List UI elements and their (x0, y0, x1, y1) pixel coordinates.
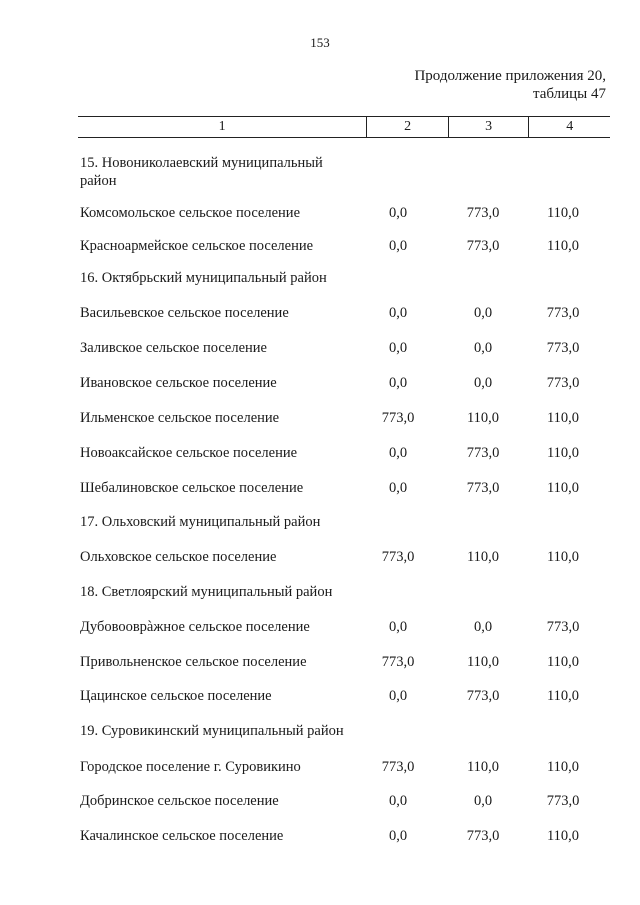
district-name: 19. Суровикинский муниципальный район (80, 723, 344, 739)
table-row (80, 203, 620, 223)
value-col-4: 110,0 (546, 480, 580, 496)
value-col-3: 0,0 (473, 340, 493, 356)
district-heading (80, 582, 620, 602)
value-col-3: 0,0 (473, 793, 493, 809)
settlement-name: Дубовооврàжное сельское поселение (80, 619, 310, 635)
table-header (78, 116, 610, 138)
value-col-2: 0,0 (388, 480, 408, 496)
district-heading (80, 721, 620, 741)
value-col-4: 110,0 (546, 828, 580, 844)
column-header-4: 4 (528, 117, 610, 137)
table-row (80, 338, 620, 358)
value-col-3: 110,0 (466, 549, 500, 565)
settlement-name: Новоаксайское сельское поселение (80, 445, 298, 461)
value-col-2: 0,0 (388, 375, 408, 391)
value-col-3: 110,0 (466, 654, 500, 670)
district-heading (80, 512, 620, 532)
settlement-name: Шебалиновское сельское поселение (80, 480, 304, 496)
district-name: 16. Октябрьский муниципальный район (80, 270, 327, 286)
value-col-2: 0,0 (388, 305, 408, 321)
table-row (80, 791, 620, 811)
district-heading (80, 268, 620, 288)
district-heading-continued (80, 171, 620, 191)
settlement-name: Добринское сельское поселение (80, 793, 279, 809)
value-col-3: 110,0 (466, 410, 500, 426)
value-col-4: 110,0 (546, 205, 580, 221)
value-col-2: 0,0 (388, 619, 408, 635)
settlement-name: Цацинское сельское поселение (80, 688, 272, 704)
table-row (80, 617, 620, 637)
continuation-line-1: Продолжение приложения 20, (414, 68, 606, 84)
settlement-name: Ольховское сельское поселение (80, 549, 277, 565)
district-name: 18. Светлоярский муниципальный район (80, 584, 333, 600)
continuation-note (414, 67, 606, 103)
table-row (80, 652, 620, 672)
value-col-2: 773,0 (381, 654, 415, 670)
district-name-line-1: 15. Новониколаевский муниципальный (80, 155, 323, 171)
value-col-2: 773,0 (381, 759, 415, 775)
value-col-2: 0,0 (388, 238, 408, 254)
column-header-2: 2 (366, 117, 448, 137)
table-row (80, 373, 620, 393)
value-col-2: 773,0 (381, 549, 415, 565)
page-number: 153 (310, 35, 330, 50)
value-col-3: 110,0 (466, 759, 500, 775)
value-col-2: 0,0 (388, 793, 408, 809)
table-row (80, 408, 620, 428)
value-col-3: 0,0 (473, 305, 493, 321)
table-row (80, 757, 620, 777)
value-col-4: 773,0 (546, 340, 580, 356)
settlement-name: Привольненское сельское поселение (80, 654, 307, 670)
value-col-4: 110,0 (546, 759, 580, 775)
value-col-2: 0,0 (388, 688, 408, 704)
value-col-3: 0,0 (473, 375, 493, 391)
value-col-3: 773,0 (466, 205, 500, 221)
settlement-name: Красноармейское сельское поселение (80, 238, 314, 254)
settlement-name: Васильевское сельское поселение (80, 305, 289, 321)
settlement-name: Ильменское сельское поселение (80, 410, 280, 426)
value-col-2: 0,0 (388, 340, 408, 356)
column-header-1: 1 (218, 119, 226, 134)
district-name-line-2: район (80, 173, 117, 189)
value-col-3: 773,0 (466, 238, 500, 254)
value-col-4: 773,0 (546, 619, 580, 635)
value-col-4: 773,0 (546, 305, 580, 321)
table-row (80, 236, 620, 256)
value-col-4: 773,0 (546, 793, 580, 809)
value-col-4: 110,0 (546, 238, 580, 254)
value-col-3: 773,0 (466, 445, 500, 461)
table-row (80, 547, 620, 567)
settlement-name: Комсомольское сельское поселение (80, 205, 300, 221)
value-col-4: 110,0 (546, 654, 580, 670)
district-name: 17. Ольховский муниципальный район (80, 514, 321, 530)
district-heading (80, 153, 620, 173)
value-col-3: 773,0 (466, 688, 500, 704)
value-col-4: 110,0 (546, 549, 580, 565)
value-col-3: 773,0 (466, 480, 500, 496)
value-col-2: 0,0 (388, 205, 408, 221)
value-col-3: 0,0 (473, 619, 493, 635)
value-col-4: 110,0 (546, 688, 580, 704)
value-col-4: 773,0 (546, 375, 580, 391)
table-row (80, 686, 620, 706)
settlement-name: Качалинское сельское поселение (80, 828, 284, 844)
table-row (80, 443, 620, 463)
value-col-2: 773,0 (381, 410, 415, 426)
value-col-4: 110,0 (546, 445, 580, 461)
table-row (80, 826, 620, 846)
value-col-4: 110,0 (546, 410, 580, 426)
table-row (80, 303, 620, 323)
continuation-line-2: таблицы 47 (532, 86, 606, 102)
value-col-2: 0,0 (388, 828, 408, 844)
value-col-3: 773,0 (466, 828, 500, 844)
settlement-name: Заливское сельское поселение (80, 340, 267, 356)
value-col-2: 0,0 (388, 445, 408, 461)
settlement-name: Городское поселение г. Суровикино (80, 759, 301, 775)
settlement-name: Ивановское сельское поселение (80, 375, 277, 391)
table-row (80, 478, 620, 498)
column-header-3: 3 (448, 117, 529, 137)
